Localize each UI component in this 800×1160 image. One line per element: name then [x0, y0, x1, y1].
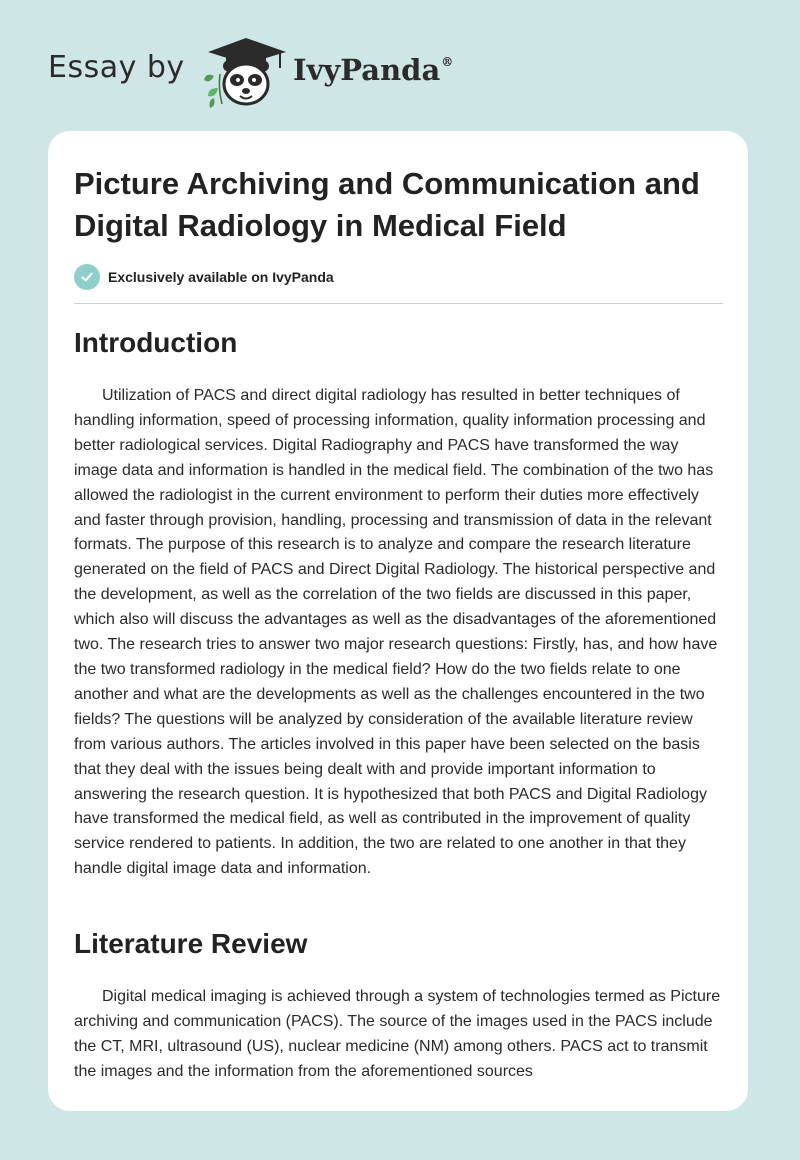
- article-card: [48, 131, 748, 1111]
- section-heading-literature-review: Literature Review: [74, 928, 308, 959]
- section-paragraph-literature-review: Digital medical imaging is achieved through a system of technologies termed as Picture archiving and communication (PACS). The source of the images used in the PACS include the CT, MRI, ultrasound (US), nuclear medicine (NM) among others. PACS act to transmit the images and the information from the aforementioned sources: [74, 988, 721, 1080]
- registered-mark: ®: [441, 55, 454, 69]
- ivypanda-logo-icon[interactable]: [200, 36, 290, 110]
- page-title: Picture Archiving and Communication and Digital Radiology in Medical Field: [74, 166, 700, 243]
- divider: [74, 303, 723, 304]
- check-circle-icon: [74, 264, 100, 290]
- section-paragraph-introduction: Utilization of PACS and direct digital radiology has resulted in better techniques of handling information, speed of processing information, quality information processing and better radiological services. Digital Radiography and PACS have transformed the way image data and information is handled in the medical field. The combination of the two has allowed the radiologist in the current environment to perform their duties more effectively and faster through provision, handling, processing and transmission of data in the relevant formats. The purpose of this research is to analyze and compare the research literature generated on the field of PACS and Direct Digital Radiology. The historical perspective and the development, as well as the correlation of the two fields are discussed in this paper, which also will discuss the advantages as well as the disadvantages of the aforementioned two. The research tries to answer two major research questions: Firstly, has, and how have the two transformed radiology in the medical field? How do the two fields relate to one another and what are the developments as well as the challenges encountered in the two fields? The questions will be analyzed by consideration of the available literature review from various authors. The articles involved in this paper have been selected on the basis that they deal with the issues being dealt with and provide important information to answering the research question. It is hypothesized that both PACS and Digital Radiology have transformed the medical field, as well as contributed in the improvement of quality service rendered to patients. In addition, the two are related to one another in that they handle digital image data and information.: [74, 387, 718, 878]
- exclusive-label: Exclusively available on IvyPanda: [108, 269, 334, 285]
- brand-label: IvyPanda: [293, 53, 441, 87]
- section-heading-introduction: Introduction: [74, 327, 238, 358]
- brand-name[interactable]: [293, 53, 453, 87]
- exclusive-badge: [74, 264, 334, 290]
- essay-by-label: Essay by: [48, 50, 185, 85]
- site-header: [0, 0, 800, 130]
